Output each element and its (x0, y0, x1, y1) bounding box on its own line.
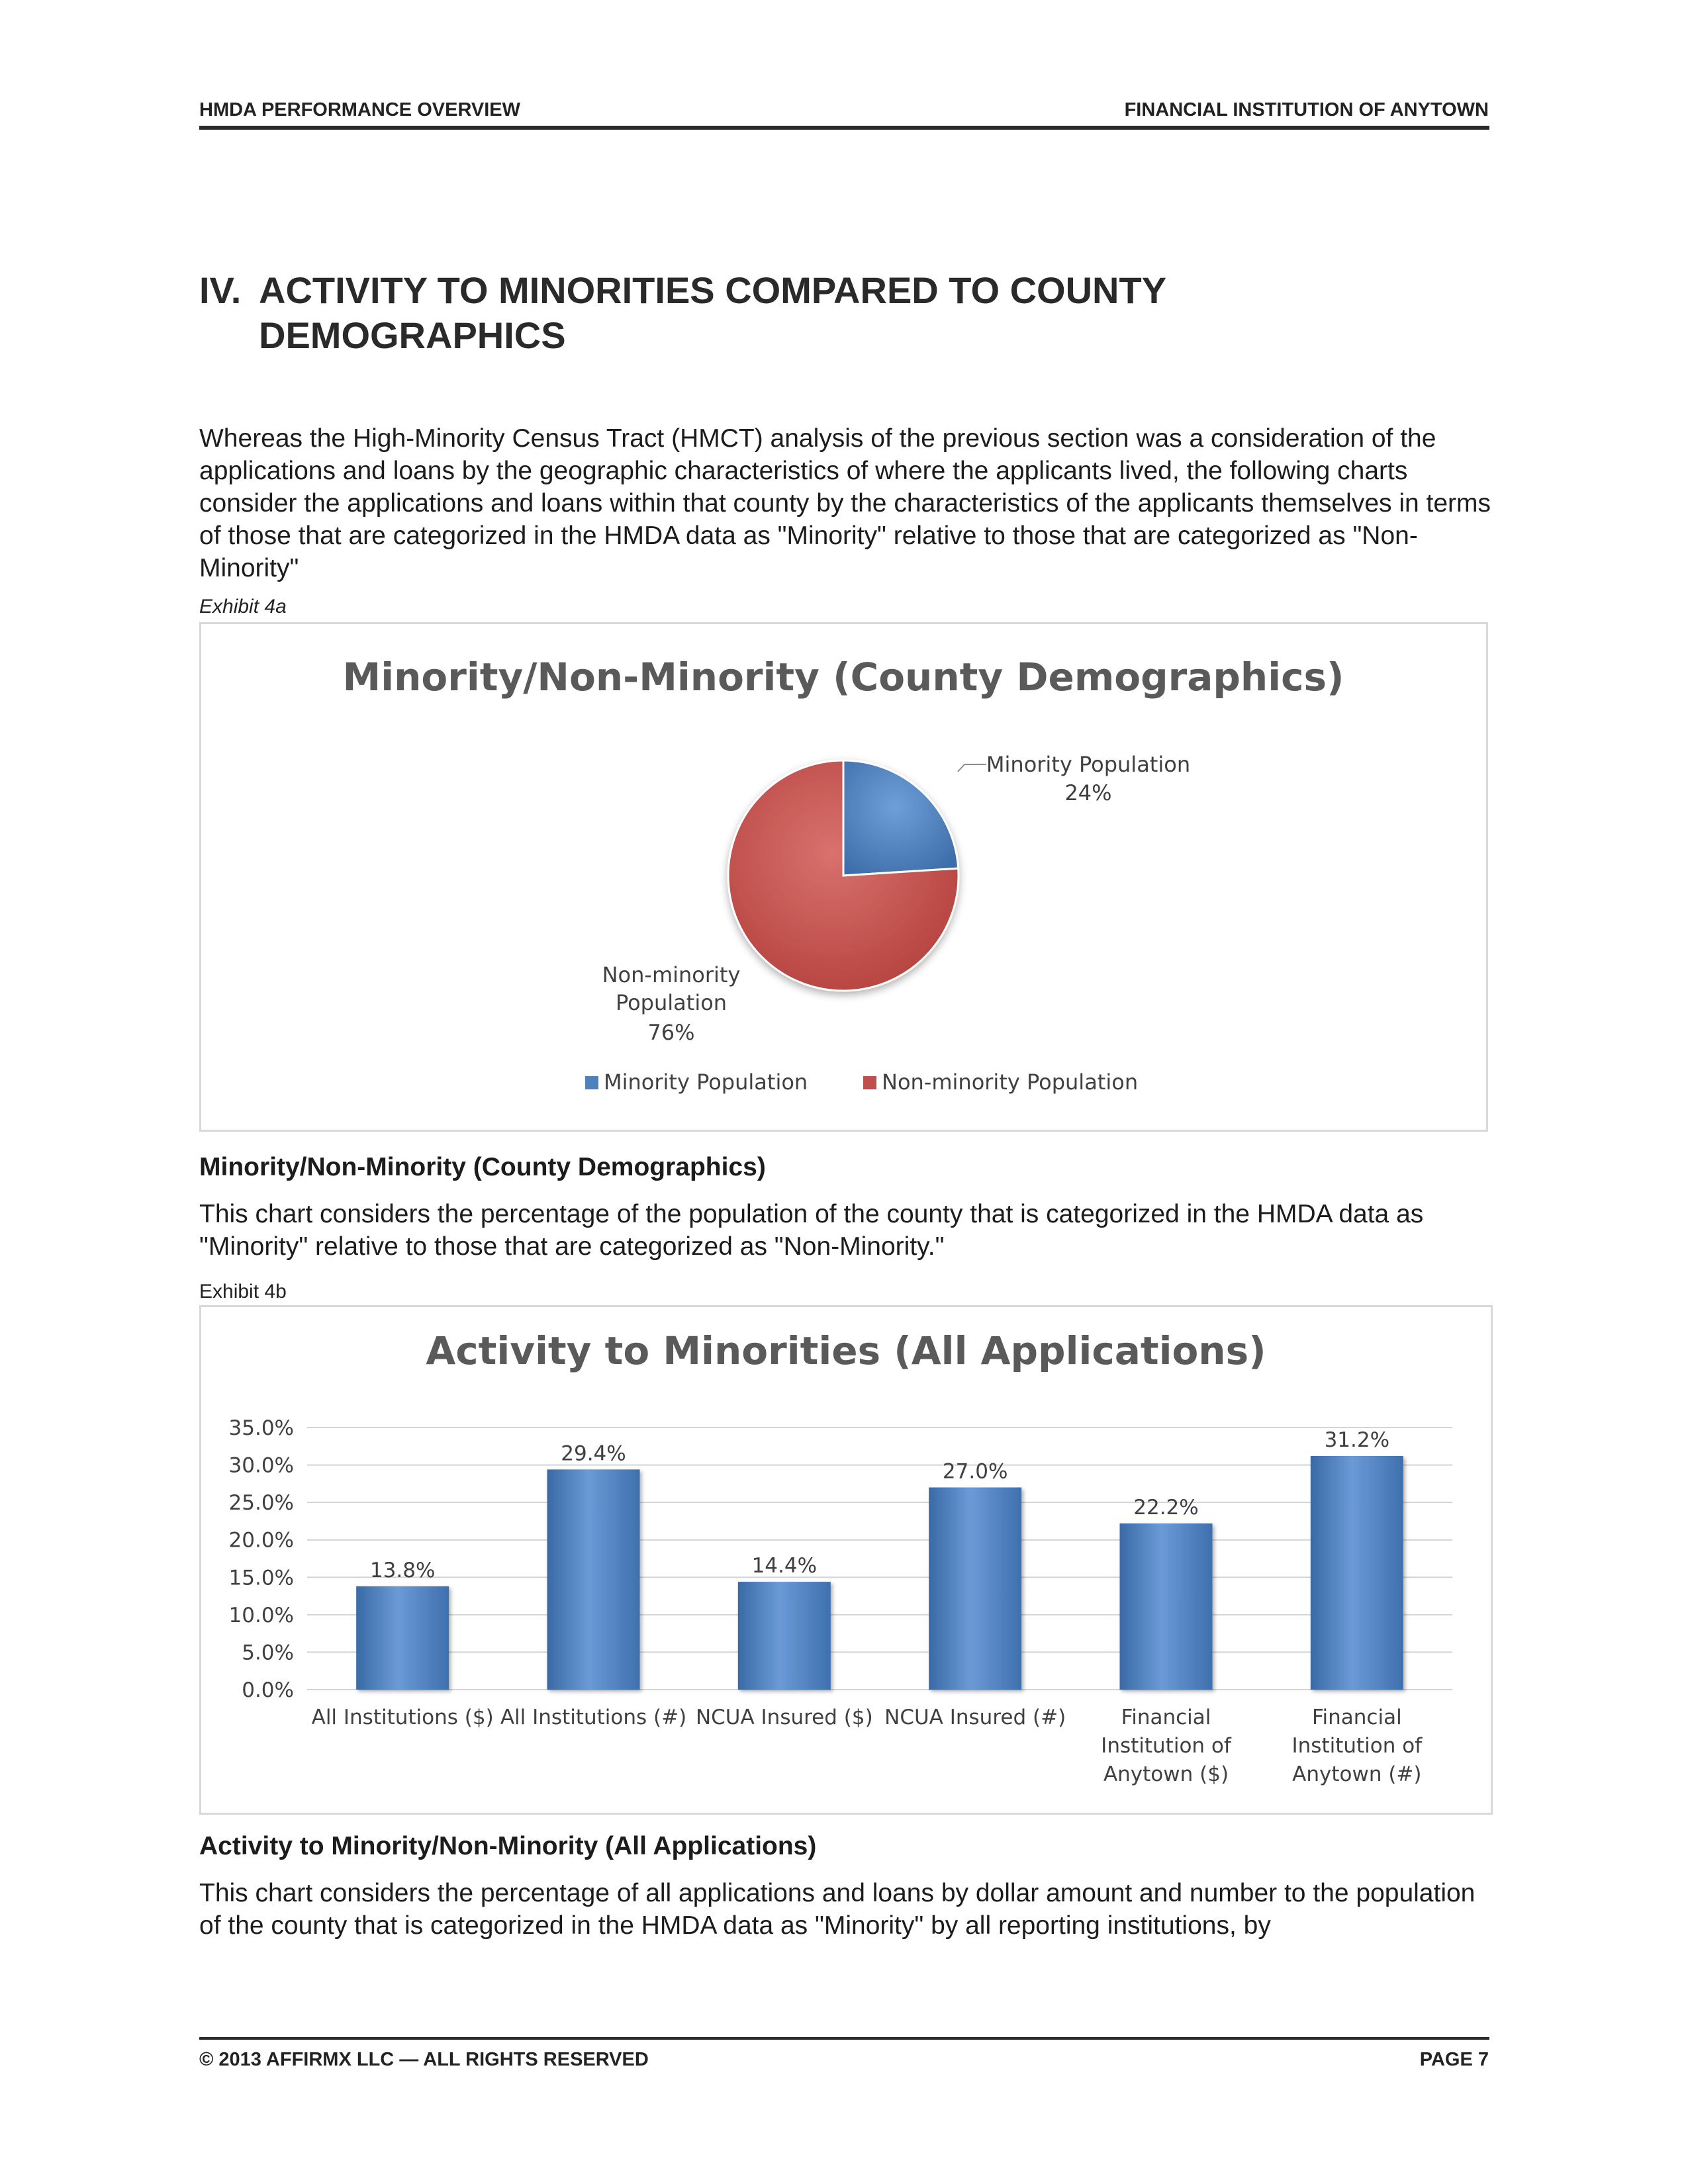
y-tick-label: 10.0% (228, 1603, 294, 1627)
header-divider (199, 126, 1489, 130)
bar-series (356, 1456, 1403, 1690)
x-tick-label: Financial Institution of Anytown (#) (1291, 1706, 1423, 1786)
bar-value-label: 22.2% (1133, 1495, 1199, 1520)
pie-label-nonminority-value: 76% (647, 1020, 695, 1045)
header-institution: FINANCIAL INSTITUTION OF ANYTOWN (1124, 99, 1489, 120)
x-tick-label: NCUA Insured ($) (695, 1706, 873, 1729)
bar-chart-title: Activity to Minorities (All Applications) (426, 1328, 1266, 1373)
bar-value-label: 29.4% (561, 1441, 626, 1466)
legend-swatch-minority (585, 1076, 598, 1089)
pie-slice-minority (843, 760, 959, 876)
bar-value-label: 27.0% (942, 1459, 1008, 1484)
pie-chart (201, 624, 1486, 1130)
bar-value-label: 14.4% (751, 1554, 818, 1578)
section-title-line1: ACTIVITY TO MINORITIES COMPARED TO COUNTY (259, 269, 1167, 311)
exhibit-4a-label: Exhibit 4a (199, 596, 287, 617)
bar-chart (201, 1307, 1491, 1813)
legend-label-minority: Minority Population (604, 1069, 808, 1095)
x-tick-label: NCUA Insured (#) (884, 1706, 1066, 1729)
y-tick-label: 35.0% (228, 1416, 294, 1440)
bar (1311, 1456, 1403, 1690)
y-tick-label: 0.0% (242, 1678, 294, 1702)
bar-chart-container (199, 1305, 1493, 1815)
bar (356, 1586, 449, 1690)
legend-label-nonminority: Non-minority Population (882, 1069, 1139, 1095)
y-tick-label: 25.0% (228, 1491, 294, 1516)
bar-x-axis (312, 1706, 1423, 1786)
bar-data-labels (370, 1428, 1389, 1582)
bar-value-label: 13.8% (369, 1558, 436, 1582)
pie-label-nonminority-name-1: Non-minority (602, 962, 741, 987)
section-number: IV. (199, 269, 242, 311)
pie-chart-container (199, 622, 1488, 1132)
caption-a-heading: Minority/Non-Minority (County Demographics) (199, 1153, 766, 1181)
bar-y-axis (229, 1416, 294, 1702)
pie-label-minority-name: Minority Population (986, 752, 1191, 777)
y-tick-label: 20.0% (228, 1528, 294, 1553)
section-title-line2: DEMOGRAPHICS (259, 314, 566, 356)
legend-swatch-nonminority (863, 1076, 876, 1089)
footer-divider (199, 2037, 1489, 2040)
bar-value-label: 31.2% (1324, 1428, 1390, 1452)
x-tick-label: All Institutions ($) (311, 1706, 494, 1729)
caption-b-text: This chart considers the percentage of all applications and loans by dollar amount and number to the population of the county that is categorized in the HMDA data as "Minority" by all reporting institutions, by (199, 1879, 1476, 1940)
bar (1120, 1524, 1213, 1690)
pie-chart-title: Minority/Non-Minority (County Demographics) (342, 655, 1344, 700)
bar (929, 1488, 1021, 1690)
pie-legend (585, 1069, 1138, 1095)
x-tick-label: Financial Institution of Anytown ($) (1101, 1706, 1231, 1786)
y-tick-label: 15.0% (228, 1566, 294, 1590)
bar (547, 1469, 640, 1690)
pie-label-nonminority-name-2: Population (615, 990, 727, 1015)
caption-a-text: This chart considers the percentage of the population of the county that is categorized in the HMDA data as "Minority" relative to those that are categorized as "Non-Minority." (199, 1200, 1424, 1261)
caption-b-heading: Activity to Minority/Non-Minority (All Applications) (199, 1832, 817, 1860)
footer-copyright: © 2013 AFFIRMX LLC — ALL RIGHTS RESERVED (199, 2049, 649, 2070)
pie-label-minority-value: 24% (1064, 780, 1112, 805)
pie-slices (728, 760, 959, 991)
intro-paragraph: Whereas the High-Minority Census Tract (HMCT) analysis of the previous section was a consideration of the applications and loans by the geographic characteristics of where the applicants lived, the following charts consider the applications and loans within that county by the characteristics of the applicants themselves in terms of those that are categorized in the HMDA data as "Minority" relative to those that are categorized as "Non-Minority" (199, 424, 1491, 582)
y-tick-label: 30.0% (228, 1453, 294, 1478)
section-title (199, 268, 1457, 358)
label-leader-minority (958, 764, 964, 772)
header-title: HMDA PERFORMANCE OVERVIEW (199, 99, 520, 120)
exhibit-4b-label: Exhibit 4b (199, 1281, 287, 1302)
y-tick-label: 5.0% (242, 1641, 294, 1665)
bar-gridlines (307, 1428, 1452, 1690)
bar (738, 1582, 831, 1690)
footer-page-number: PAGE 7 (1419, 2049, 1489, 2070)
x-tick-label: All Institutions (#) (500, 1706, 687, 1729)
